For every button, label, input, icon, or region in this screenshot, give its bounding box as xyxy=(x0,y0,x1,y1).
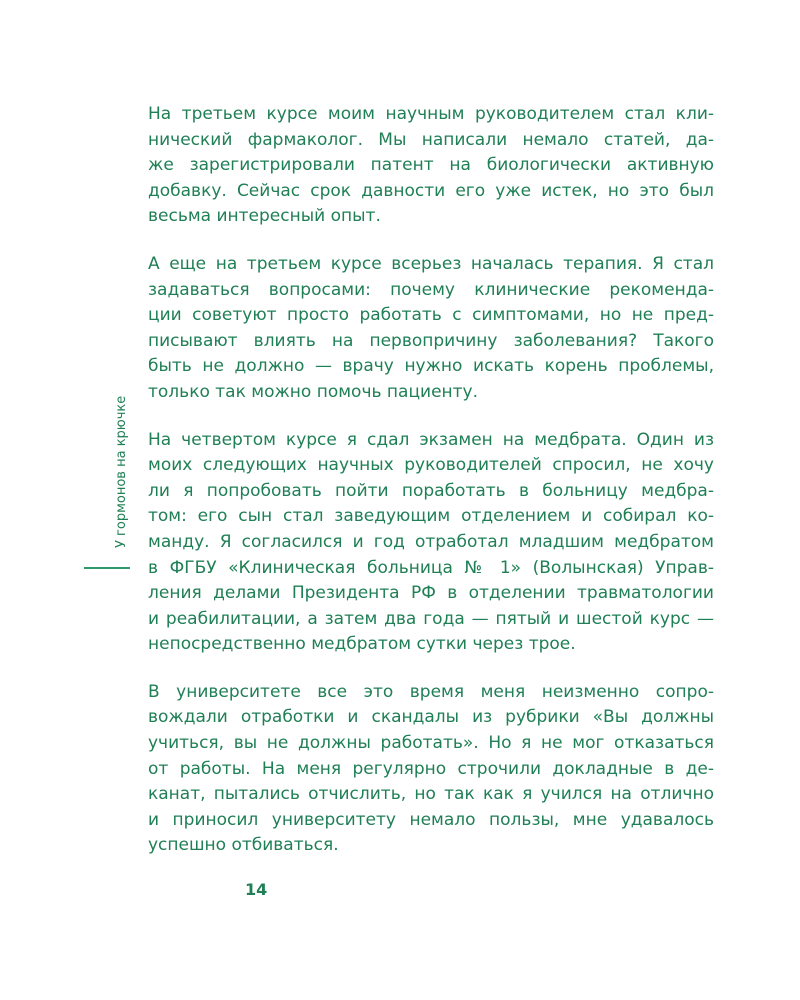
text-line: вождали отработки и скандалы из рубрики «Вы должны xyxy=(148,707,714,728)
text-line: учиться, вы не должны работать». Но я не мог отказаться xyxy=(148,733,714,754)
text-line: непосредственно медбратом сутки через трое. xyxy=(148,634,576,655)
paragraph-2 xyxy=(148,252,714,406)
text-line: успешно отбиваться. xyxy=(148,835,339,856)
paragraph-4 xyxy=(148,680,714,859)
text-line: том: его сын стал заведующим отделением и собирал ко- xyxy=(148,506,714,527)
paragraph-3 xyxy=(148,428,714,658)
running-head: У гормонов на крючке xyxy=(114,395,129,548)
text-line: канат, пытались отчислить, но так как я учился на отлично xyxy=(148,784,714,805)
text-line: быть не должно — врачу нужно искать корень проблемы, xyxy=(148,356,714,377)
text-line: ции советуют просто работать с симптомами, но не пред- xyxy=(148,305,714,326)
page-body xyxy=(148,102,714,881)
page-number: 14 xyxy=(245,880,268,899)
text-line: только так можно помочь пациенту. xyxy=(148,381,479,402)
text-line: ли я попробовать пойти поработать в больницу медбра- xyxy=(148,480,714,501)
text-line: весьма интересный опыт. xyxy=(148,206,381,227)
text-line: На третьем курсе моим научным руководителем стал кли- xyxy=(148,104,714,124)
text-line: А еще на третьем курсе всерьез началась терапия. Я стал xyxy=(148,253,714,274)
text-line: добавку. Сейчас срок давности его уже истек, но это был xyxy=(148,180,714,201)
text-line: На четвертом курсе я сдал экзамен на медбрата. Один из xyxy=(148,429,714,450)
text-line: нический фармаколог. Мы написали немало статей, да- xyxy=(148,129,714,150)
text-line: ления делами Президента РФ в отделении травматологии xyxy=(148,583,714,604)
paragraph-1 xyxy=(148,102,714,230)
text-line: манду. Я согласился и год отработал младшим медбратом xyxy=(148,531,714,552)
text-line: задаваться вопросами: почему клинические рекоменда- xyxy=(148,279,714,300)
text-line: же зарегистрировали патент на биологически активную xyxy=(148,155,714,176)
text-line: моих следующих научных руководителей спросил, не хочу xyxy=(148,455,714,476)
text-line: от работы. На меня регулярно строчили докладные в де- xyxy=(148,758,714,779)
text-line: В университете все это время меня неизменно сопро- xyxy=(148,681,714,702)
text-line: и реабилитации, а затем два года — пятый и шестой курс — xyxy=(148,608,714,629)
running-head-rule xyxy=(84,567,130,569)
text-line: в ФГБУ «Клиническая больница № 1» (Волынская) Управ- xyxy=(148,557,714,578)
text-line: и приносил университету немало пользы, мне удавалось xyxy=(148,809,714,830)
text-line: писывают влиять на первопричину заболевания? Такого xyxy=(148,330,714,351)
